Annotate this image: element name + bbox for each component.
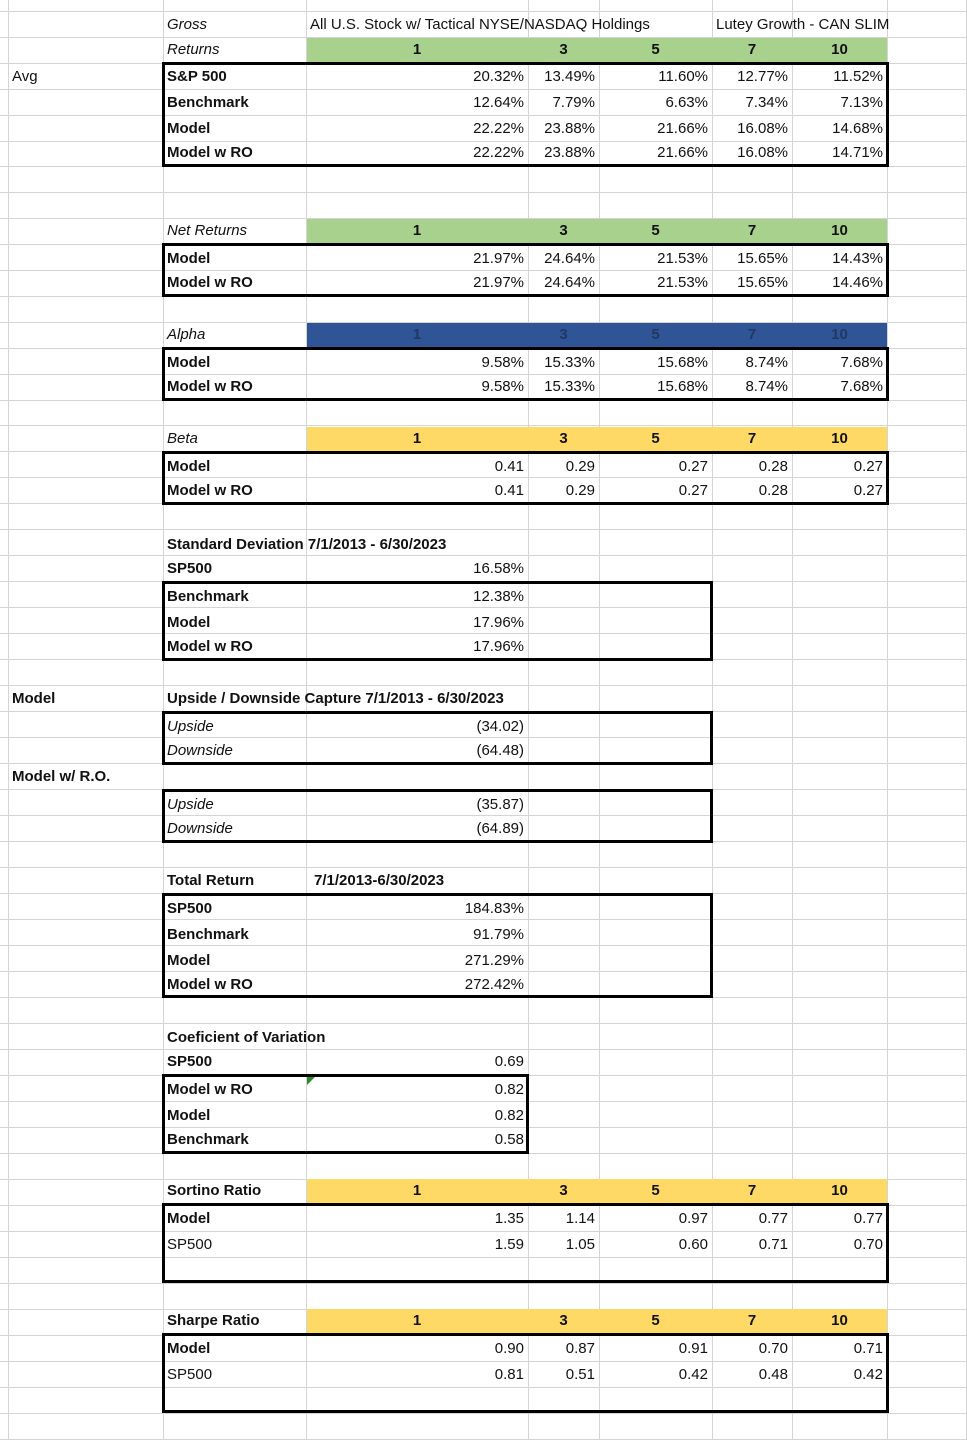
value-cell[interactable]: 11.52% <box>833 68 883 85</box>
std-dev-title: Standard Deviation 7/1/2013 - 6/30/2023 <box>167 536 447 553</box>
value-cell[interactable]: 6.63% <box>665 94 708 111</box>
value-cell[interactable]: (64.89) <box>476 820 524 837</box>
total-return-title: Total Return <box>167 872 255 889</box>
value-cell[interactable]: 271.29% <box>464 952 524 969</box>
period-header: 1 <box>412 1312 422 1329</box>
row-label: Benchmark <box>167 588 249 605</box>
avg-label: Avg <box>12 68 38 85</box>
value-cell[interactable]: 7.68% <box>840 378 883 395</box>
strategy-name: Lutey Growth - CAN SLIM <box>716 16 890 33</box>
gridline <box>0 1283 967 1284</box>
value-cell[interactable]: 0.69 <box>494 1053 524 1070</box>
gridline <box>0 893 967 894</box>
row-label: Model <box>167 120 211 137</box>
period-header: 5 <box>651 1182 660 1199</box>
value-cell[interactable]: 91.79% <box>473 926 524 943</box>
value-cell[interactable]: 14.68% <box>832 120 883 137</box>
row-label: Model <box>167 1340 211 1357</box>
value-cell[interactable]: 7.79% <box>552 94 595 111</box>
period-header: 3 <box>559 41 568 58</box>
value-cell[interactable]: 0.41 <box>494 482 524 499</box>
row-label: Model <box>167 354 211 371</box>
value-cell[interactable]: 21.66% <box>657 144 708 161</box>
gridline <box>0 348 967 349</box>
period-header: 7 <box>747 326 757 343</box>
model-side-label: Model <box>12 690 56 707</box>
value-cell[interactable]: 16.08% <box>737 144 788 161</box>
value-cell[interactable]: 7.68% <box>840 354 883 371</box>
value-cell[interactable]: 0.41 <box>494 458 524 475</box>
row-label: Model <box>167 458 211 475</box>
row-label: Model <box>167 1107 211 1124</box>
value-cell[interactable]: (34.02) <box>476 718 524 735</box>
value-cell[interactable]: (35.87) <box>476 796 524 813</box>
period-header: 7 <box>747 41 757 58</box>
value-cell[interactable]: 17.96% <box>473 614 524 631</box>
period-header: 3 <box>559 1312 568 1329</box>
value-cell[interactable]: 7.34% <box>745 94 788 111</box>
period-header: 10 <box>831 326 848 343</box>
value-cell[interactable]: 0.27 <box>678 482 708 499</box>
gridline <box>8 0 9 1440</box>
value-cell[interactable]: 12.64% <box>473 94 524 111</box>
value-cell[interactable]: 20.32% <box>473 68 524 85</box>
value-cell[interactable]: 0.91 <box>678 1340 708 1357</box>
period-header: 3 <box>559 326 568 343</box>
value-cell[interactable]: 0.42 <box>853 1366 883 1383</box>
value-cell[interactable]: 16.58% <box>473 560 524 577</box>
row-label: Benchmark <box>167 94 249 111</box>
value-cell[interactable]: 21.53% <box>657 274 708 291</box>
gridline <box>0 296 967 297</box>
period-header: 1 <box>412 1182 422 1199</box>
row-label: SP500 <box>167 1236 213 1253</box>
row-label: Model <box>167 614 211 631</box>
value-cell[interactable]: 272.42% <box>464 976 524 993</box>
value-cell[interactable]: 15.68% <box>657 354 708 371</box>
gridline <box>0 1153 967 1154</box>
gridline <box>0 841 967 842</box>
row-label: Model w RO <box>167 378 253 395</box>
gridline <box>0 529 967 530</box>
value-cell[interactable]: 0.82 <box>494 1107 524 1124</box>
value-cell[interactable]: 0.51 <box>565 1366 595 1383</box>
value-cell[interactable]: 0.29 <box>565 458 595 475</box>
gridline <box>0 1257 967 1258</box>
value-cell[interactable]: 8.74% <box>745 354 788 371</box>
row-label: Downside <box>167 820 233 837</box>
portfolio-name: All U.S. Stock w/ Tactical NYSE/NASDAQ Holdings <box>310 16 650 33</box>
value-cell[interactable]: 1.05 <box>565 1236 595 1253</box>
row-label: SP500 <box>167 560 213 577</box>
period-header: 3 <box>559 430 568 447</box>
returns-label: Returns <box>167 41 220 58</box>
alpha-title: Alpha <box>167 326 206 343</box>
period-header: 3 <box>559 1182 568 1199</box>
gridline <box>0 192 967 193</box>
row-label: Upside <box>167 718 214 735</box>
period-header: 10 <box>831 1312 848 1329</box>
gridline <box>0 1023 967 1024</box>
value-cell[interactable]: 24.64% <box>544 250 595 267</box>
gridline <box>0 503 967 504</box>
row-label: Model w RO <box>167 1081 253 1098</box>
value-cell[interactable]: 0.48 <box>758 1366 788 1383</box>
gridline <box>0 1387 967 1388</box>
gridline <box>887 0 888 1440</box>
value-cell[interactable]: 1.59 <box>494 1236 524 1253</box>
value-cell[interactable]: 8.74% <box>745 378 788 395</box>
model-ro-side-label: Model w/ R.O. <box>12 768 111 785</box>
value-cell[interactable]: 0.81 <box>494 1366 524 1383</box>
value-cell[interactable]: 0.27 <box>853 482 883 499</box>
gridline <box>0 244 967 245</box>
period-header: 1 <box>412 430 422 447</box>
gridline <box>0 711 967 712</box>
value-cell[interactable]: 14.46% <box>832 274 883 291</box>
row-label: Benchmark <box>167 926 249 943</box>
row-label: Model w RO <box>167 274 253 291</box>
value-cell[interactable]: 9.58% <box>481 378 524 395</box>
row-label: SP500 <box>167 1053 213 1070</box>
period-header: 10 <box>831 222 848 239</box>
value-cell[interactable]: 15.65% <box>737 250 788 267</box>
gridline <box>0 763 967 764</box>
row-label: Model w RO <box>167 144 253 161</box>
value-cell[interactable]: 0.87 <box>565 1340 595 1357</box>
row-label: SP500 <box>167 1366 213 1383</box>
row-label: Model <box>167 952 211 969</box>
period-header: 1 <box>412 41 422 58</box>
value-cell[interactable]: 14.43% <box>832 250 883 267</box>
value-cell[interactable]: 0.28 <box>758 482 788 499</box>
row-label: Upside <box>167 796 214 813</box>
value-cell[interactable]: 15.33% <box>544 378 595 395</box>
period-header: 5 <box>651 41 660 58</box>
value-cell[interactable]: 0.90 <box>494 1340 524 1357</box>
value-cell[interactable]: 12.77% <box>737 68 788 85</box>
value-cell[interactable]: 21.53% <box>657 250 708 267</box>
gridline <box>0 789 967 790</box>
value-cell[interactable]: 13.49% <box>544 68 595 85</box>
value-cell[interactable]: 21.97% <box>473 250 524 267</box>
value-cell[interactable]: 22.22% <box>473 120 524 137</box>
period-header: 7 <box>747 1312 757 1329</box>
net-returns-title: Net Returns <box>167 222 248 239</box>
period-header: 5 <box>651 430 660 447</box>
value-cell[interactable]: 23.88% <box>544 120 595 137</box>
value-cell[interactable]: 0.77 <box>758 1210 788 1227</box>
value-cell[interactable]: 14.71% <box>832 144 883 161</box>
capture-title: Upside / Downside Capture 7/1/2013 - 6/30/2023 <box>167 690 504 707</box>
value-cell[interactable]: 0.70 <box>758 1340 788 1357</box>
period-header: 3 <box>559 222 568 239</box>
value-cell[interactable]: 24.64% <box>544 274 595 291</box>
value-cell[interactable]: 0.42 <box>678 1366 708 1383</box>
value-cell[interactable]: 16.08% <box>737 120 788 137</box>
value-cell[interactable]: 0.71 <box>853 1340 883 1357</box>
period-header: 10 <box>831 1182 848 1199</box>
value-cell[interactable]: 21.97% <box>473 274 524 291</box>
period-header: 10 <box>831 41 848 58</box>
value-cell[interactable]: (64.48) <box>476 742 524 759</box>
value-cell[interactable]: 11.60% <box>658 68 708 85</box>
sharpe-title: Sharpe Ratio <box>167 1312 260 1329</box>
gridline <box>0 400 967 401</box>
value-cell[interactable]: 15.65% <box>737 274 788 291</box>
gridline <box>0 659 967 660</box>
value-cell[interactable]: 0.27 <box>678 458 708 475</box>
beta-title: Beta <box>167 430 198 447</box>
period-header: 7 <box>747 1182 757 1199</box>
gridline <box>0 997 967 998</box>
value-cell[interactable]: 0.60 <box>678 1236 708 1253</box>
value-cell[interactable]: 22.22% <box>473 144 524 161</box>
row-label: Model w RO <box>167 638 253 655</box>
value-cell[interactable]: 184.83% <box>464 900 524 917</box>
sortino-title: Sortino Ratio <box>167 1182 262 1199</box>
value-cell[interactable]: 17.96% <box>473 638 524 655</box>
value-cell[interactable]: 0.28 <box>758 458 788 475</box>
value-cell[interactable]: 0.29 <box>565 482 595 499</box>
period-header: 5 <box>651 1312 660 1329</box>
period-header: 7 <box>747 222 757 239</box>
gridline <box>0 1075 967 1076</box>
row-label: Model <box>167 250 211 267</box>
value-cell[interactable]: 15.33% <box>544 354 595 371</box>
total-return-period: 7/1/2013-6/30/2023 <box>314 872 445 889</box>
row-label: Model w RO <box>167 482 253 499</box>
value-cell[interactable]: 12.38% <box>473 588 524 605</box>
coef-variation-title: Coeficient of Variation <box>167 1029 326 1046</box>
period-header: 1 <box>412 326 422 343</box>
period-header: 7 <box>747 430 757 447</box>
value-cell[interactable]: 1.35 <box>494 1210 524 1227</box>
value-cell[interactable]: 0.82 <box>494 1081 524 1098</box>
gridline <box>0 867 967 868</box>
row-label: Downside <box>167 742 233 759</box>
row-label: Model w RO <box>167 976 253 993</box>
value-cell[interactable]: 0.97 <box>678 1210 708 1227</box>
value-cell[interactable]: 0.71 <box>758 1236 788 1253</box>
row-label: S&P 500 <box>167 68 227 85</box>
value-cell[interactable]: 0.27 <box>853 458 883 475</box>
gridline <box>0 1413 967 1414</box>
value-cell[interactable]: 15.68% <box>657 378 708 395</box>
value-cell[interactable]: 0.77 <box>853 1210 883 1227</box>
value-cell[interactable]: 7.13% <box>840 94 883 111</box>
value-cell[interactable]: 21.66% <box>657 120 708 137</box>
gross-label: Gross <box>167 16 208 33</box>
gridline <box>0 166 967 167</box>
value-cell[interactable]: 1.14 <box>565 1210 595 1227</box>
value-cell[interactable]: 9.58% <box>481 354 524 371</box>
row-label: Model <box>167 1210 211 1227</box>
value-cell[interactable]: 0.58 <box>494 1131 524 1148</box>
period-header: 10 <box>831 430 848 447</box>
period-header: 5 <box>651 326 660 343</box>
value-cell[interactable]: 0.70 <box>853 1236 883 1253</box>
period-header: 1 <box>412 222 422 239</box>
period-header: 5 <box>651 222 660 239</box>
row-label: SP500 <box>167 900 213 917</box>
gridline <box>0 581 967 582</box>
row-label: Benchmark <box>167 1131 249 1148</box>
value-cell[interactable]: 23.88% <box>544 144 595 161</box>
